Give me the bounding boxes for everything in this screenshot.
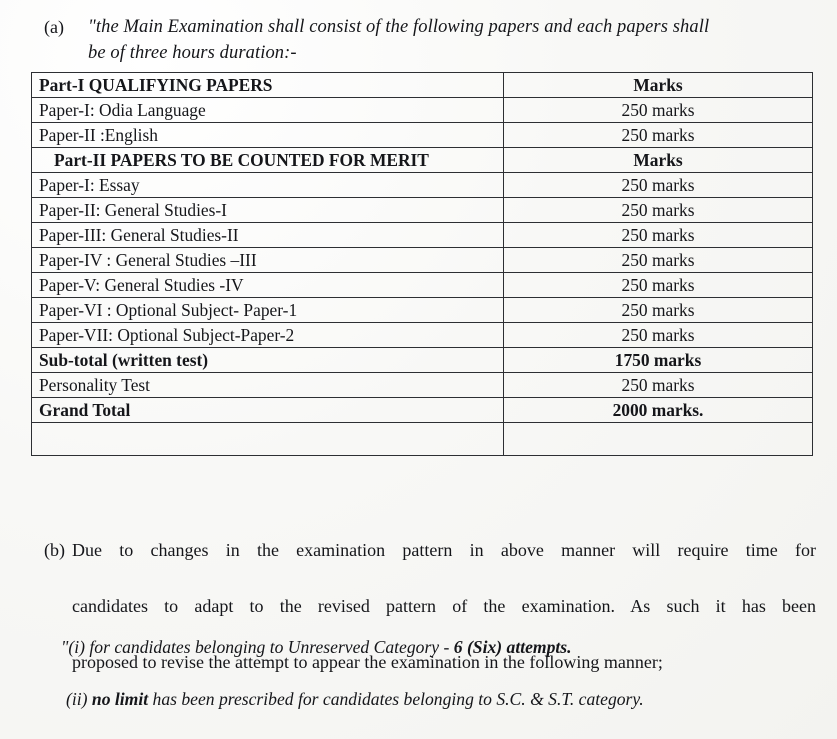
table-cell-item: Paper-V: General Studies -IV bbox=[32, 273, 504, 298]
table-row bbox=[32, 198, 813, 223]
table-row bbox=[32, 98, 813, 123]
table-cell-marks: 250 marks bbox=[504, 198, 813, 223]
table-cell-marks: 250 marks bbox=[504, 248, 813, 273]
clause-b-line-2: candidates to adapt to the revised pattern of the examination. As such it has been bbox=[72, 596, 816, 616]
table-cell-item: Paper-IV : General Studies –III bbox=[32, 248, 504, 273]
clause-a-text bbox=[88, 14, 816, 66]
sub-item-i bbox=[61, 634, 572, 660]
table-row bbox=[32, 298, 813, 323]
table-row bbox=[32, 123, 813, 148]
sub-item-ii-emphasis: no limit bbox=[91, 689, 149, 709]
table-cell-item: Paper-VII: Optional Subject-Paper-2 bbox=[32, 323, 504, 348]
table-cell-item: Paper-VI : Optional Subject- Paper-1 bbox=[32, 298, 504, 323]
table-cell-marks: 250 marks bbox=[504, 273, 813, 298]
table-row bbox=[32, 373, 813, 398]
table-cell-item: Sub-total (written test) bbox=[32, 348, 504, 373]
table-cell-item: Paper-II: General Studies-I bbox=[32, 198, 504, 223]
table-cell-item: Paper-I: Odia Language bbox=[32, 98, 504, 123]
table-cell-marks: 250 marks bbox=[504, 123, 813, 148]
table-row bbox=[32, 148, 813, 173]
table-cell-item: Paper-I: Essay bbox=[32, 173, 504, 198]
table-row bbox=[32, 398, 813, 423]
table-cell-item: Personality Test bbox=[32, 373, 504, 398]
clause-a-line-1: "the Main Examination shall consist of the following papers and each papers shall bbox=[88, 17, 710, 37]
table-row bbox=[32, 273, 813, 298]
exam-marks-table bbox=[31, 72, 813, 456]
table-cell-marks: 250 marks bbox=[504, 98, 813, 123]
table-row bbox=[32, 223, 813, 248]
table-cell-marks: 250 marks bbox=[504, 373, 813, 398]
table-body bbox=[32, 73, 813, 456]
table-row bbox=[32, 423, 813, 456]
sub-item-ii-text-after: has been prescribed for candidates belonging to S.C. & S.T. category. bbox=[148, 689, 644, 709]
table-cell-marks: Marks bbox=[504, 148, 813, 173]
sub-item-ii-text-before: (ii) bbox=[66, 689, 92, 709]
table-cell-marks: 250 marks bbox=[504, 223, 813, 248]
table-row bbox=[32, 248, 813, 273]
table-cell-item: Grand Total bbox=[32, 398, 504, 423]
table-cell-marks: Marks bbox=[504, 73, 813, 98]
table-cell-item: Paper-III: General Studies-II bbox=[32, 223, 504, 248]
table-row bbox=[32, 323, 813, 348]
table-cell-item: Part-I QUALIFYING PAPERS bbox=[32, 73, 504, 98]
table-cell-marks: 250 marks bbox=[504, 323, 813, 348]
table-row bbox=[32, 73, 813, 98]
table-cell-marks: 250 marks bbox=[504, 173, 813, 198]
sub-item-i-text-before: "(i) for candidates belonging to Unreserved Category - bbox=[61, 637, 454, 657]
clause-b-line-3: proposed to revise the attempt to appear the examination in the following manner; bbox=[72, 652, 663, 672]
clause-a-line-2: be of three hours duration:- bbox=[88, 43, 297, 63]
table-cell-item: Paper-II :English bbox=[32, 123, 504, 148]
table-cell-item bbox=[32, 423, 504, 456]
table-row bbox=[32, 173, 813, 198]
table-cell-marks: 1750 marks bbox=[504, 348, 813, 373]
clause-a-marker: (a) bbox=[44, 17, 64, 37]
sub-item-i-emphasis: 6 (Six) attempts. bbox=[453, 637, 572, 657]
clause-b-line-1: Due to changes in the examination pattern in above manner will require time for bbox=[72, 540, 816, 560]
table-row bbox=[32, 348, 813, 373]
sub-item-ii bbox=[66, 686, 644, 712]
clause-a bbox=[44, 14, 816, 66]
table-cell-marks: 2000 marks. bbox=[504, 398, 813, 423]
table-cell-marks: 250 marks bbox=[504, 298, 813, 323]
clause-b-marker: (b) bbox=[44, 540, 65, 560]
table-cell-item: Part-II PAPERS TO BE COUNTED FOR MERIT bbox=[32, 148, 504, 173]
table-cell-marks bbox=[504, 423, 813, 456]
